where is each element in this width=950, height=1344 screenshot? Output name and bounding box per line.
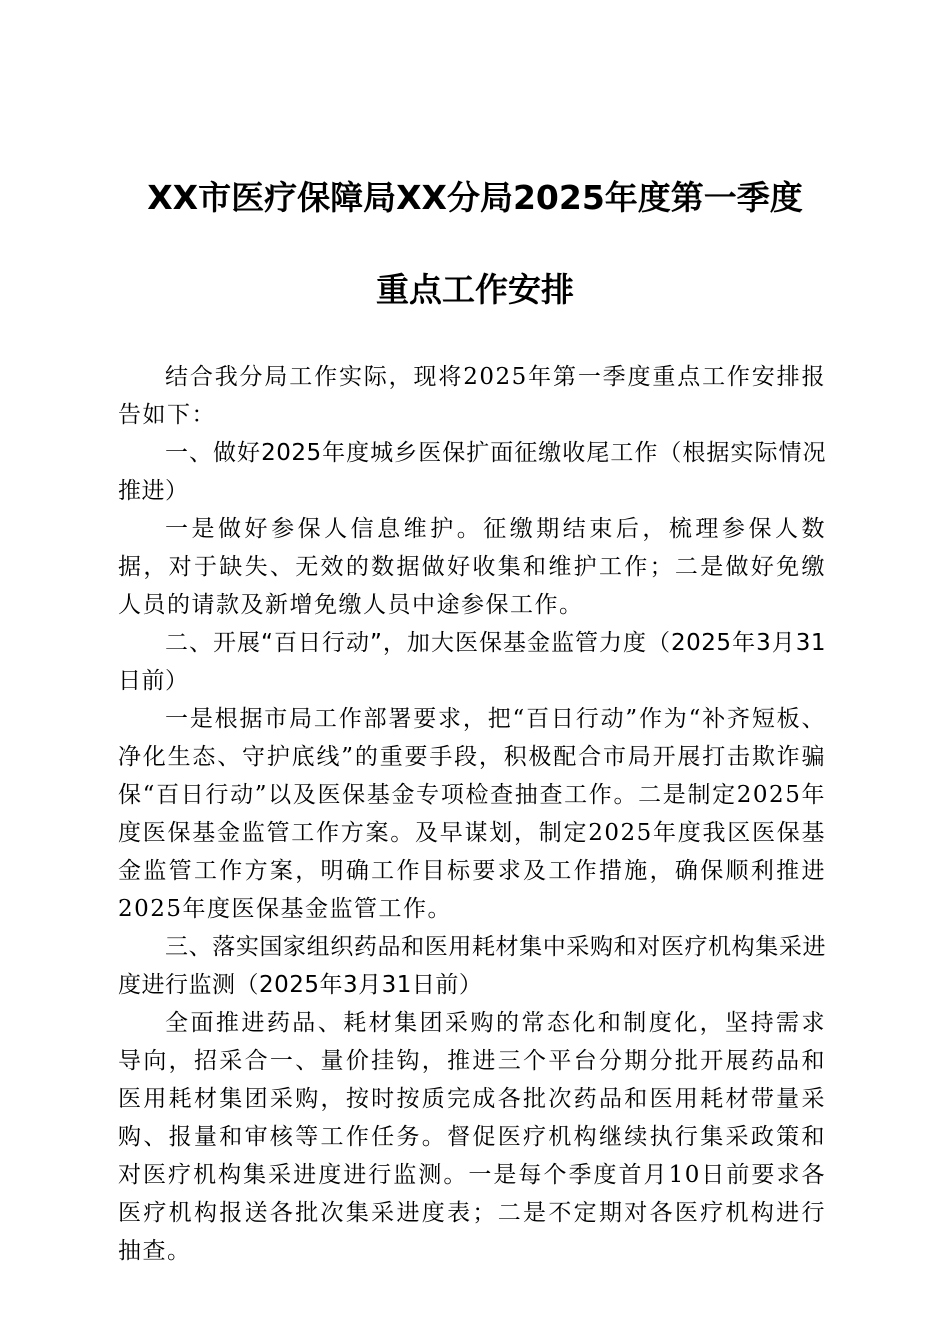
section-paragraph-1: 一是做好参保人信息维护。征缴期结束后，梳理参保人数据，对于缺失、无效的数据做好收集和维护工作；二是做好免缴人员的请款及新增免缴人员中途参保工作。 bbox=[118, 516, 826, 618]
document-title-line-1: XX市医疗保障局XX分局2025年度第一季度 bbox=[147, 178, 803, 217]
section-paragraph-3: 全面推进药品、耗材集团采购的常态化和制度化，坚持需求导向，招采合一、量价挂钩，推进三个平台分期分批开展药品和医用耗材集团采购，按时按质完成各批次药品和医用耗材带量采购、报量和审核等工作任务。督促医疗机构继续执行集采政策和对医疗机构集采进度进行监测。一是每个季度首月10日前要求各医疗机构报送各批次集采进度表；二是不定期对各医疗机构进行抽查。 bbox=[118, 1010, 826, 1264]
section-paragraph-2: 一是根据市局工作部署要求，把“百日行动”作为“补齐短板、净化生态、守护底线”的重要手段，积极配合市局开展打击欺诈骗保“百日行动”以及医保基金专项检查抽查工作。二是制定2025年度医保基金监管工作方案。及早谋划，制定2025年度我区医保基金监管工作方案，明确工作目标要求及工作措施，确保顺利推进2025年度医保基金监管工作。 bbox=[118, 706, 826, 922]
section-heading-3: 三、落实国家组织药品和医用耗材集中采购和对医疗机构集采进度进行监测（2025年3月31日前） bbox=[118, 934, 826, 998]
document-body bbox=[118, 358, 826, 1270]
intro-paragraph: 结合我分局工作实际，现将2025年第一季度重点工作安排报告如下： bbox=[118, 364, 826, 428]
section-heading-2: 二、开展“百日行动”，加大医保基金监管力度（2025年3月31日前） bbox=[118, 630, 826, 694]
document-title-line-2: 重点工作安排 bbox=[376, 270, 574, 309]
section-heading-1: 一、做好2025年度城乡医保扩面征缴收尾工作（根据实际情况推进） bbox=[118, 440, 826, 504]
